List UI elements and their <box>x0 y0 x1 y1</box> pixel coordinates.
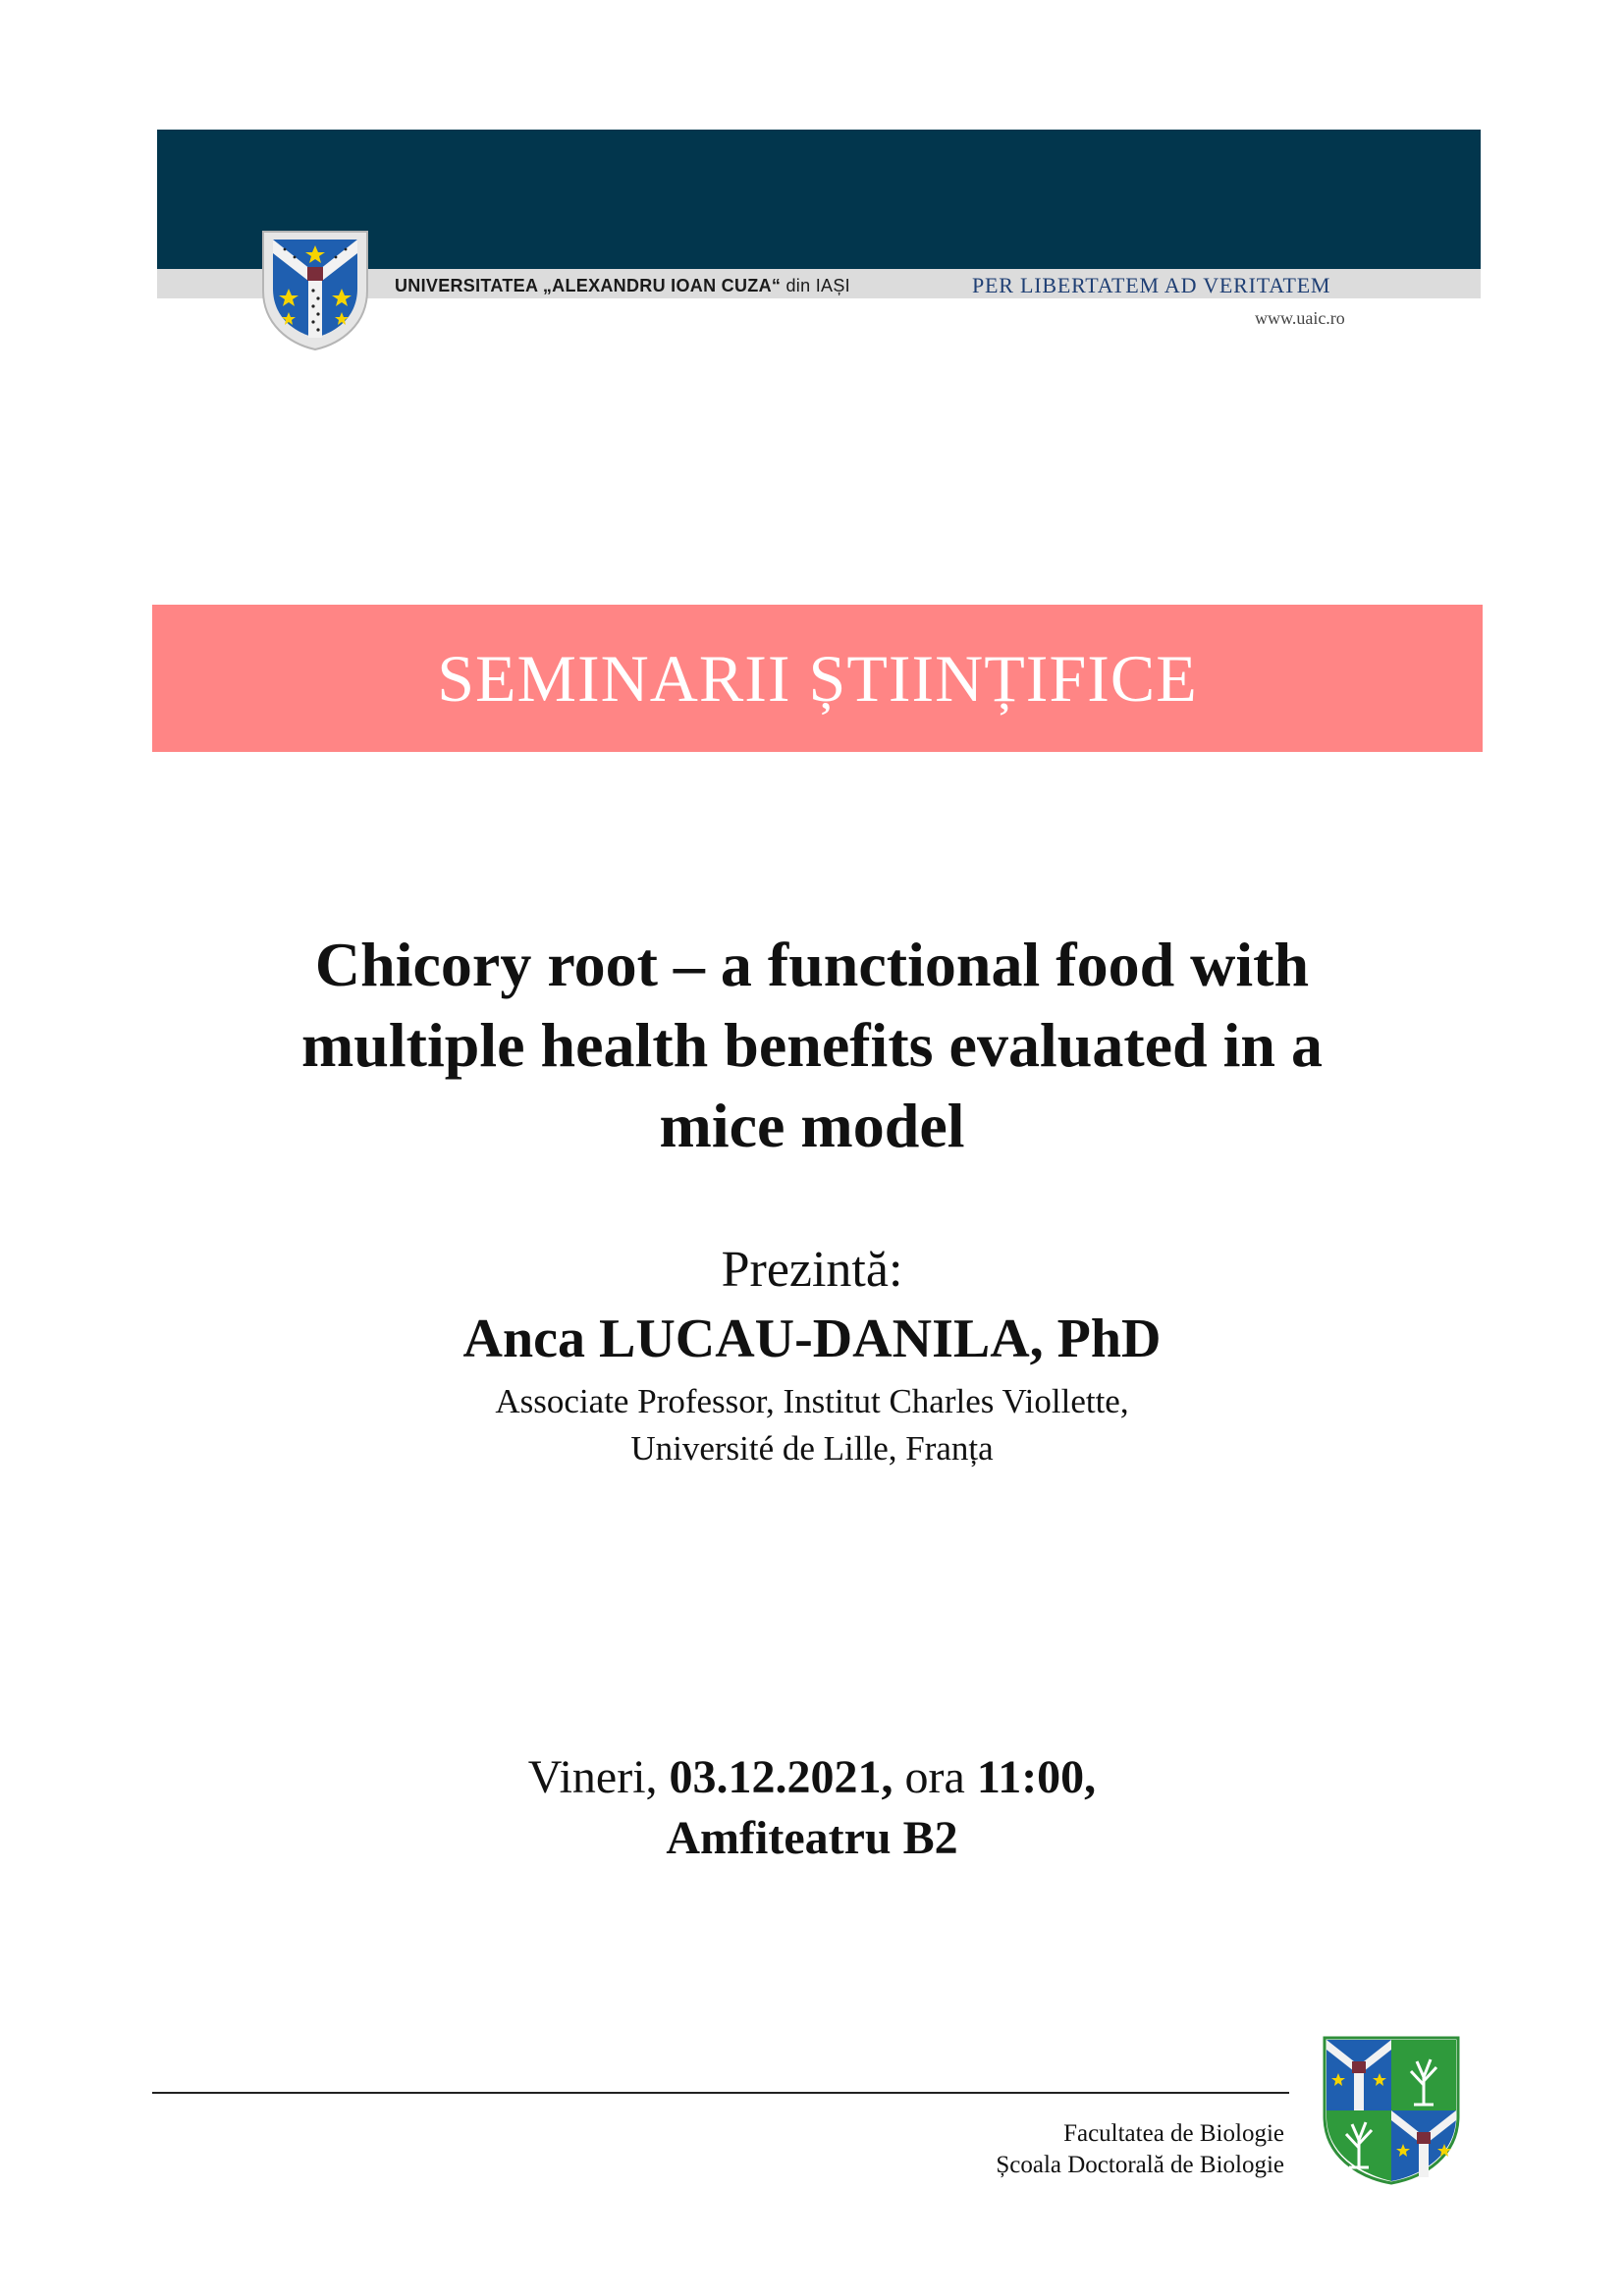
university-name <box>395 271 850 300</box>
talk-title-line: multiple health benefits evaluated in a <box>300 1010 1324 1080</box>
university-website: www.uaic.ro <box>1255 308 1345 328</box>
talk-title-line: Chicory root – a functional food with <box>314 930 1310 999</box>
presenter-affiliation: Associate Professor, Institut Charles Viollette, <box>495 1382 1129 1420</box>
seminar-banner <box>152 605 1483 752</box>
event-date: 03.12.2021, <box>669 1751 893 1803</box>
faculty-crest-icon <box>1321 2034 1462 2185</box>
university-name-text: UNIVERSITATEA „ALEXANDRU IOAN CUZA“ <box>395 276 782 295</box>
event-datetime <box>157 1747 1467 1808</box>
presenter-label: Prezintă: <box>721 1242 903 1298</box>
event-time: 11:00, <box>976 1751 1097 1803</box>
seminar-title: SEMINARII ȘTIINȚIFICE <box>437 640 1198 716</box>
event-day: Vineri, <box>527 1751 658 1803</box>
doctoral-school-name: Școala Doctorală de Biologie <box>996 2152 1284 2178</box>
university-motto: PER LIBERTATEM AD VERITATEM <box>972 273 1331 297</box>
university-crest-icon <box>257 228 373 351</box>
presenter-name: Anca LUCAU-DANILA, PhD <box>462 1308 1162 1369</box>
faculty-name: Facultatea de Biologie <box>1063 2120 1284 2147</box>
presenter-affiliation: Université de Lille, Franța <box>630 1429 994 1468</box>
footer-divider <box>152 2092 1289 2094</box>
event-time-label: ora <box>904 1751 965 1803</box>
event-location: Amfiteatru B2 <box>666 1812 958 1864</box>
talk-title-line: mice model <box>659 1091 965 1160</box>
university-city: din IAȘI <box>785 276 850 295</box>
talk-title <box>157 925 1467 1166</box>
